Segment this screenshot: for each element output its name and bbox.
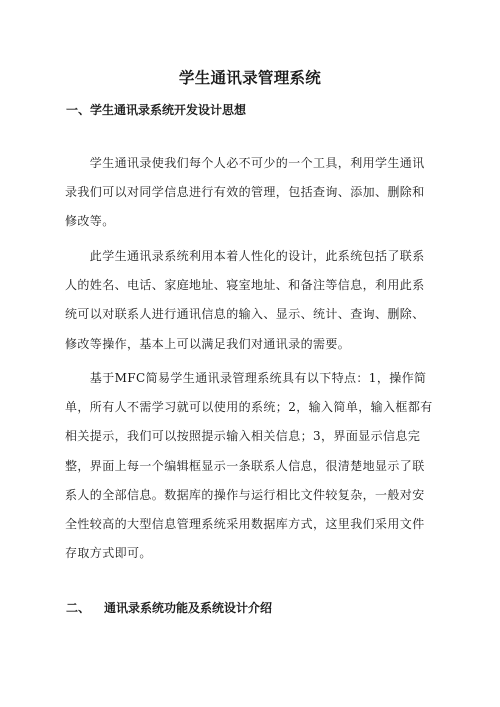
paragraph-line: 学生通讯录使我们每个人必不可少的一个工具，利用学生通讯 — [65, 156, 425, 170]
paragraph-line: 人的姓名、电话、家庭地址、寝室地址、和备注等信息，利用此系 — [65, 278, 425, 293]
paragraph-line: 整，界面上每一个编辑框显示一条联系人信息，很清楚地显示了联 — [65, 458, 425, 473]
paragraph-line: 相关提示，我们可以按照提示输入相关信息；3，界面显示信息完 — [65, 429, 421, 444]
paragraph-line: 基于MFC简易学生通讯录管理系统具有以下特点：1，操作简 — [65, 371, 427, 385]
paragraph-line: 修改等。 — [65, 214, 115, 229]
paragraph-line: 系人的全部信息。数据库的操作与运行相比文件较复杂，一般对安 — [65, 487, 425, 502]
paragraph-line: 统可以对联系人进行通讯信息的输入、显示、统计、查询、删除、 — [65, 307, 425, 322]
paragraph-line: 全性较高的大型信息管理系统采用数据库方式，这里我们采用文件 — [65, 517, 425, 532]
section-heading-text: 通讯录系统功能及系统设计介绍 — [104, 601, 273, 615]
paragraph-line: 录我们可以对同学信息进行有效的管理，包括查询、添加、删除和 — [65, 185, 425, 200]
paragraph-line: 此学生通讯录系统利用本着人性化的设计，此系统包括了联系 — [65, 249, 425, 263]
paragraph-1 — [65, 149, 437, 237]
paragraph-line: 存取方式即可。 — [65, 546, 152, 561]
paragraph-line: 单，所有人不需学习就可以使用的系统；2，输入简单，输入框都有 — [65, 400, 433, 415]
paragraph-line: 修改等操作，基本上可以满足我们对通讯录的需要。 — [65, 336, 351, 351]
section-heading-2 — [66, 599, 272, 616]
document-title: 学生通讯录管理系统 — [178, 69, 322, 87]
paragraph-2 — [65, 242, 437, 359]
paragraph-3 — [65, 364, 437, 568]
section-number: 二、 — [66, 601, 91, 615]
section-heading-1: 一、学生通讯录系统开发设计思想 — [66, 103, 247, 117]
